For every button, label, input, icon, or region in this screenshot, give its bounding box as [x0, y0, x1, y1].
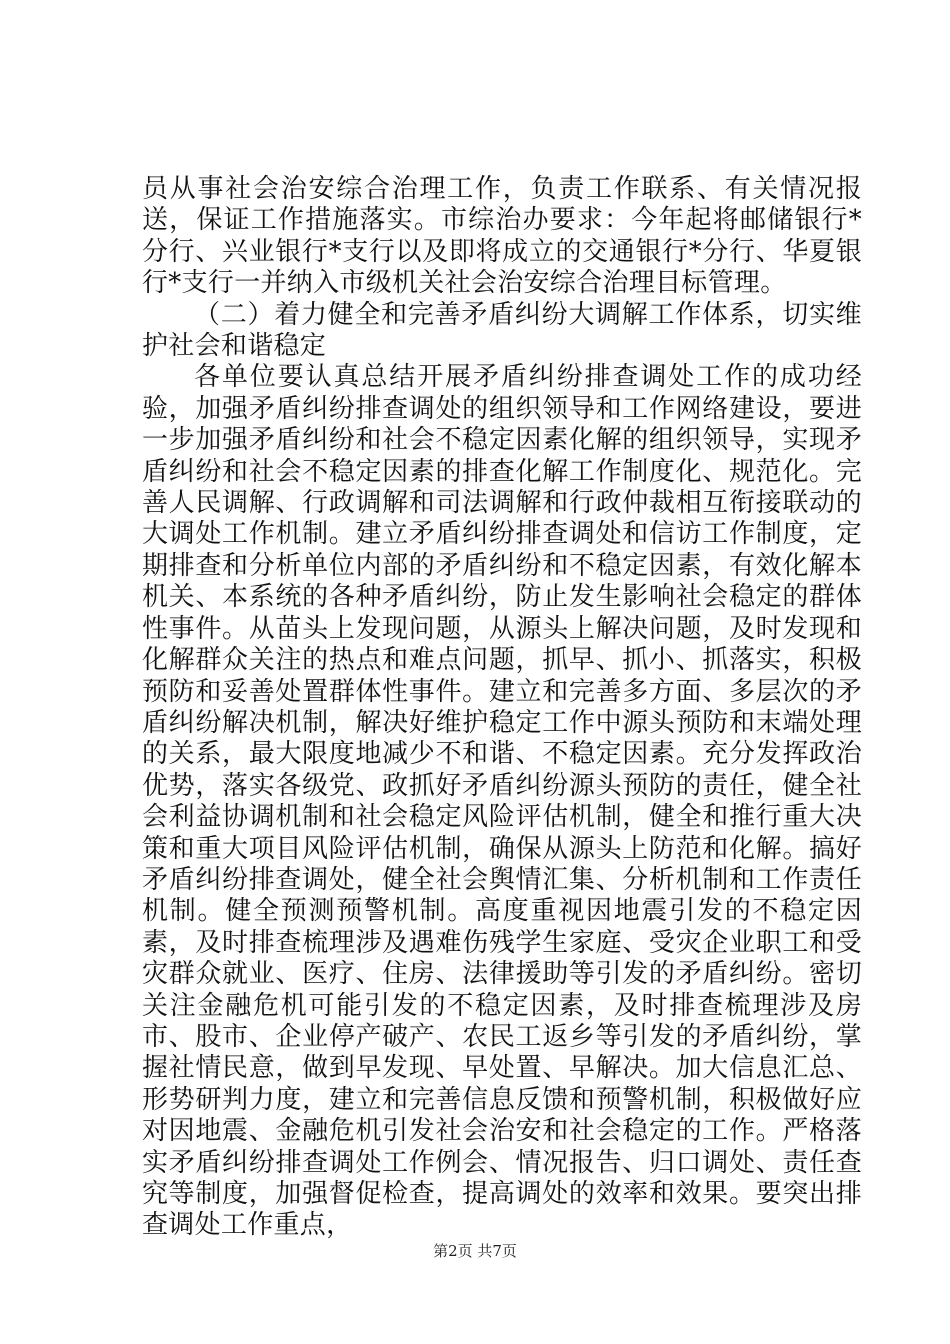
section-heading: （二）着力健全和完善矛盾纠纷大调解工作体系，切实维护社会和谐稳定 — [142, 299, 862, 362]
paragraph-continuation: 员从事社会治安综合治理工作，负责工作联系、有关情况报送，保证工作措施落实。市综治办要求：今年起将邮储银行*分行、兴业银行*支行以及即将成立的交通银行*分行、华夏银行*支行一并纳入市级机关社会治安综合治理目标管理。 — [142, 174, 862, 299]
document-body — [142, 174, 862, 1242]
page-footer: 第2页 共7页 — [433, 1242, 517, 1260]
paragraph-main: 各单位要认真总结开展矛盾纠纷排查调处工作的成功经验，加强矛盾纠纷排查调处的组织领导和工作网络建设，要进一步加强矛盾纠纷和社会不稳定因素化解的组织领导，实现矛盾纠纷和社会不稳定因素的排查化解工作制度化、规范化。完善人民调解、行政调解和司法调解和行政仲裁相互衔接联动的大调处工作机制。建立矛盾纠纷排查调处和信访工作制度，定期排查和分析单位内部的矛盾纠纷和不稳定因素，有效化解本机关、本系统的各种矛盾纠纷，防止发生影响社会稳定的群体性事件。从苗头上发现问题，从源头上解决问题，及时发现和化解群众关注的热点和难点问题，抓早、抓小、抓落实，积极预防和妥善处置群体性事件。建立和完善多方面、多层次的矛盾纠纷解决机制，解决好维护稳定工作中源头预防和末端处理的关系，最大限度地减少不和谐、不稳定因素。充分发挥政治优势，落实各级党、政抓好矛盾纠纷源头预防的责任，健全社会利益协调机制和社会稳定风险评估机制，健全和推行重大决策和重大项目风险评估机制，确保从源头上防范和化解。搞好矛盾纠纷排查调处，健全社会舆情汇集、分析机制和工作责任机制。健全预测预警机制。高度重视因地震引发的不稳定因素，及时排查梳理涉及遇难伤残学生家庭、受灾企业职工和受灾群众就业、医疗、住房、法律援助等引发的矛盾纠纷。密切关注金融危机可能引发的不稳定因素，及时排查梳理涉及房市、股市、企业停产破产、农民工返乡等引发的矛盾纠纷，掌握社情民意，做到早发现、早处置、早解决。加大信息汇总、形势研判力度，建立和完善信息反馈和预警机制，积极做好应对因地震、金融危机引发社会治安和社会稳定的工作。严格落实矛盾纠纷排查调处工作例会、情况报告、归口调处、责任查究等制度，加强督促检查，提高调处的效率和效果。要突出排查调处工作重点， — [142, 362, 862, 1241]
